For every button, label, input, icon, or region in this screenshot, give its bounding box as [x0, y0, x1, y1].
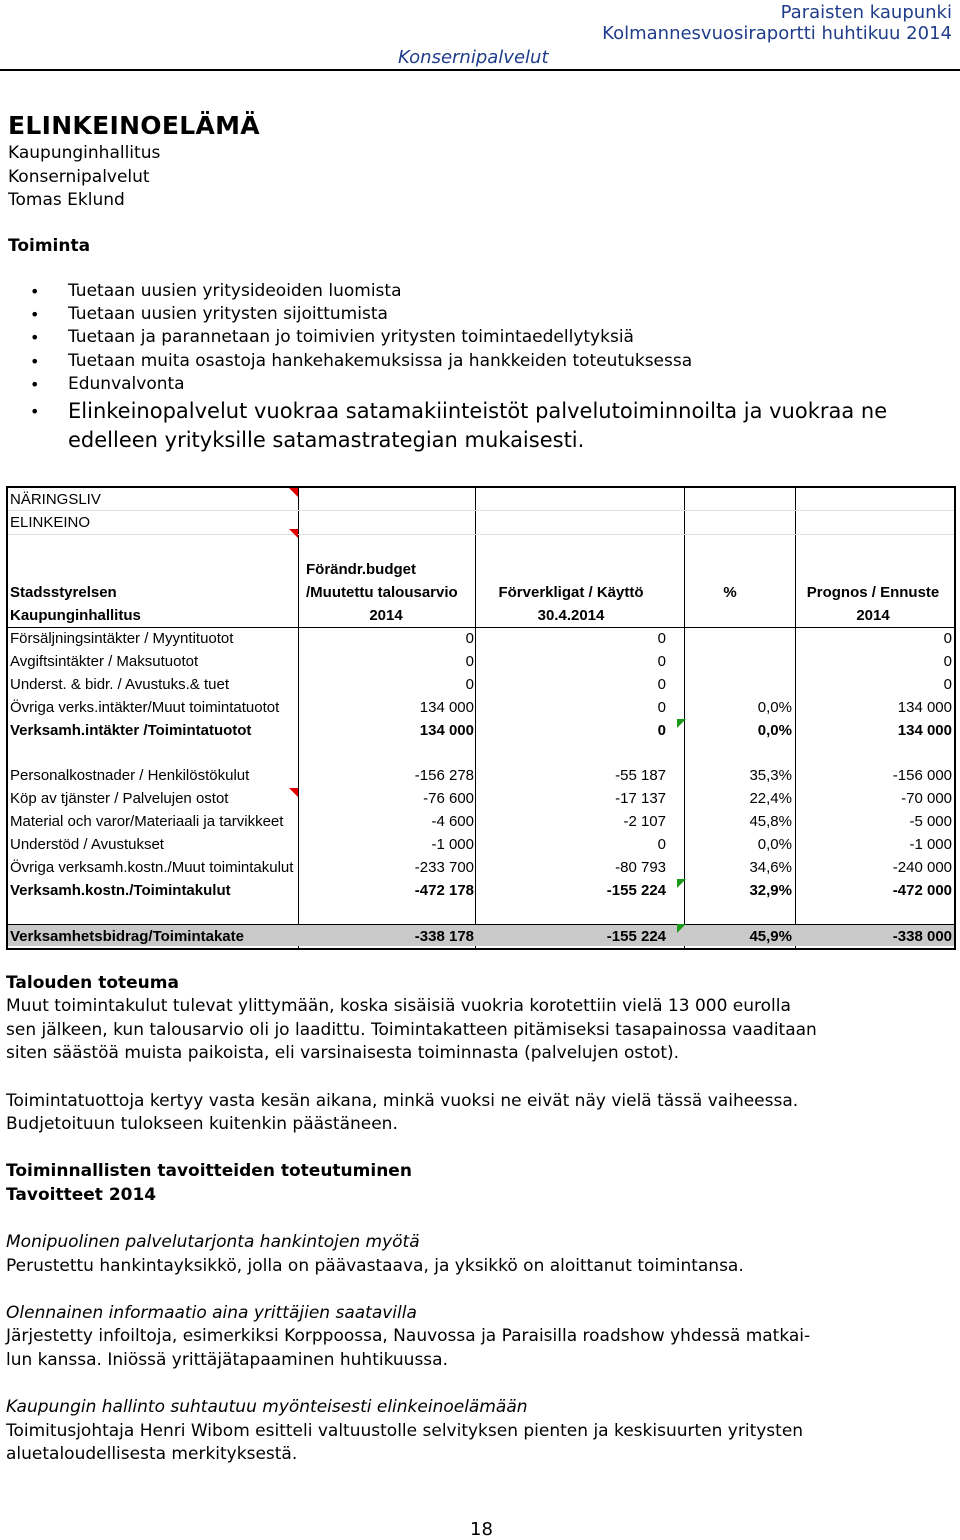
budget-cell: 0: [465, 653, 474, 670]
header-row: [8, 604, 954, 627]
intro-section: [8, 110, 952, 455]
table-row: [8, 627, 954, 650]
goal-text: lun kanssa. Iniössä yrittäjätapaaminen huhtikuussa.: [6, 1349, 448, 1370]
budget-cell: 0: [465, 630, 474, 647]
header-unit: Konsernipalvelut: [398, 47, 549, 68]
forecast-cell: -156 000: [892, 767, 952, 784]
header-org: Paraisten kaupunki: [780, 2, 952, 23]
header-cell: Förverkligat / Käyttö: [498, 584, 644, 601]
forecast-cell: -472 000: [892, 882, 952, 899]
report-body: [6, 972, 952, 1467]
table-total-row: [8, 879, 954, 902]
actual-cell: -55 187: [615, 767, 666, 784]
budget-cell: -338 178: [414, 928, 474, 945]
table-row: [8, 696, 954, 719]
grid-line: [8, 534, 954, 535]
header-row: [8, 558, 954, 581]
table-total-row: [8, 719, 954, 742]
meta-line: Kaupunginhallitus: [8, 143, 161, 163]
header-cell: Stadsstyrelsen: [10, 584, 117, 601]
row-label: Verksamhetsbidrag/Toimintakate: [10, 928, 244, 945]
percent-cell: 0,0%: [757, 836, 792, 853]
meta-line: Konsernipalvelut: [8, 166, 150, 187]
table-row: [8, 650, 954, 673]
paragraph-line: Budjetoituun tulokseen kuitenkin päästäneen.: [6, 1114, 398, 1135]
page-header: [602, 2, 952, 44]
paragraph-line: sen jälkeen, kun talousarvio oli jo laadittu. Toimintakatteen pitämiseksi tasapainossa vaaditaan: [6, 1019, 817, 1040]
header-cell: 30.4.2014: [537, 607, 605, 624]
actual-cell: 0: [657, 653, 666, 670]
table-row: [8, 810, 954, 833]
actual-cell: -155 224: [606, 882, 666, 899]
page-number: 18: [470, 1519, 493, 1540]
budget-cell: -156 278: [414, 767, 474, 784]
table-row: [8, 833, 954, 856]
budget-cell: 134 000: [419, 699, 474, 716]
header-report: Kolmannesvuosiraportti huhtikuu 2014: [602, 23, 952, 44]
percent-cell: 45,8%: [749, 813, 792, 830]
forecast-cell: -1 000: [909, 836, 952, 853]
goal-text: aluetaloudellisesta merkityksestä.: [6, 1444, 298, 1465]
list-item: • Tuetaan muita osastoja hankehakemuksissa ja hankkeiden toteutuksessa: [68, 350, 952, 373]
actual-cell: 0: [657, 630, 666, 647]
row-label: Övriga verksamh.kostn./Muut toimintakulut: [10, 859, 294, 876]
list-item: • Edunvalvonta: [68, 373, 952, 396]
row-label: Understöd / Avustukset: [10, 836, 164, 853]
header-row: [8, 581, 954, 604]
header-cell: %: [723, 584, 737, 601]
meta-line: Tomas Eklund: [8, 190, 125, 210]
forecast-cell: -70 000: [901, 790, 952, 807]
budget-cell: -76 600: [423, 790, 474, 807]
percent-cell: 32,9%: [749, 882, 792, 899]
table-net-row: [8, 924, 954, 946]
header-cell: 2014: [856, 607, 890, 624]
comment-marker-icon: [677, 719, 686, 728]
actual-cell: 0: [657, 836, 666, 853]
comment-marker-icon: [677, 879, 686, 888]
goal-heading: Monipuolinen palvelutarjonta hankintojen myötä: [6, 1232, 420, 1253]
budget-cell: -4 600: [431, 813, 474, 830]
header-cell: /Muutettu talousarvio: [306, 584, 458, 601]
comment-marker-icon: [289, 788, 298, 797]
budget-cell: -1 000: [431, 836, 474, 853]
paragraph-line: Muut toimintakulut tulevat ylittymään, koska sisäisiä vuokria korotettiin vielä 13 000 eurolla: [6, 996, 791, 1017]
list-item: • Tuetaan uusien yritysideoiden luomista: [68, 280, 952, 303]
forecast-cell: 134 000: [897, 722, 952, 739]
percent-cell: 45,9%: [749, 928, 792, 945]
comment-marker-icon: [677, 924, 686, 933]
row-label: Avgiftsintäkter / Maksutuotot: [10, 653, 199, 670]
forecast-cell: 0: [943, 676, 952, 693]
percent-cell: [668, 627, 792, 650]
budget-cell: 134 000: [419, 722, 474, 739]
percent-cell: 34,6%: [749, 859, 792, 876]
table-row: [8, 856, 954, 879]
actual-cell: -17 137: [615, 790, 666, 807]
table-row: [8, 787, 954, 810]
row-label: Personalkostnader / Henkilöstökulut: [10, 767, 250, 784]
financial-table: [6, 486, 956, 950]
section-title-tavoitteet: Toiminnallisten tavoitteiden toteutuminen: [6, 1161, 412, 1182]
table-title-row: [8, 511, 954, 534]
actual-cell: -155 224: [606, 928, 666, 945]
actual-cell: -80 793: [615, 859, 666, 876]
percent-cell: 35,3%: [749, 767, 792, 784]
budget-cell: -472 178: [414, 882, 474, 899]
header-cell: Prognos / Ennuste: [806, 584, 940, 601]
section-title-talous: Talouden toteuma: [6, 973, 179, 993]
table-title-row: [8, 488, 954, 511]
header-divider: [0, 69, 960, 71]
budget-cell: 0: [465, 676, 474, 693]
percent-cell: 0,0%: [757, 722, 792, 739]
percent-cell: [668, 673, 792, 696]
header-cell: 2014: [369, 607, 403, 624]
row-label: Köp av tjänster / Palvelujen ostot: [10, 790, 229, 807]
row-label: Försäljningsintäkter / Myyntituotot: [10, 630, 234, 647]
section-subtitle-tavoitteet: Tavoitteet 2014: [6, 1184, 157, 1205]
actual-cell: 0: [657, 676, 666, 693]
table-title: NÄRINGSLIV: [10, 491, 101, 508]
goal-heading: Kaupungin hallinto suhtautuu myönteisesti elinkeinoelämään: [6, 1397, 528, 1418]
section-title-toiminta: Toiminta: [8, 235, 91, 256]
forecast-cell: 0: [943, 653, 952, 670]
actual-cell: -2 107: [623, 813, 666, 830]
row-label: Övriga verks.intäkter/Muut toimintatuotot: [10, 699, 280, 716]
actual-cell: 0: [657, 699, 666, 716]
goal-text: Toimitusjohtaja Henri Wibom esitteli valtuustolle selvityksen pienten ja keskisuurten yritysten: [6, 1420, 804, 1441]
budget-cell: -233 700: [414, 859, 474, 876]
row-label: Verksamh.intäkter /Toimintatuotot: [10, 722, 252, 739]
list-item: • Elinkeinopalvelut vuokraa satamakiinteistöt palvelutoiminnoilta ja vuokraa ne edelleen yrityksille satamastrategian mukaisesti.: [68, 397, 952, 455]
row-label: Underst. & bidr. / Avustuks.& tuet: [10, 676, 230, 693]
table-row: [8, 764, 954, 787]
forecast-cell: 0: [943, 630, 952, 647]
comment-marker-icon: [289, 488, 298, 497]
forecast-cell: -240 000: [892, 859, 952, 876]
goal-heading: Olennainen informaatio aina yrittäjien saatavilla: [6, 1303, 417, 1324]
table-subtitle: ELINKEINO: [10, 514, 91, 531]
percent-cell: 0,0%: [757, 699, 792, 716]
list-item: • Tuetaan uusien yritysten sijoittumista: [68, 303, 952, 326]
paragraph-line: siten säästöä muista paikoista, eli varsinaisesta toiminnasta (palvelujen ostot).: [6, 1043, 680, 1064]
actual-cell: 0: [657, 722, 666, 739]
table-row: [8, 673, 954, 696]
goal-text: Perustettu hankintayksikkö, jolla on päävastaava, ja yksikkö on aloittanut toimintansa.: [6, 1255, 744, 1276]
row-label: Material och varor/Materiaali ja tarvikkeet: [10, 813, 284, 830]
forecast-cell: -5 000: [909, 813, 952, 830]
page-title: ELINKEINOELÄMÄ: [8, 111, 260, 140]
toiminta-list: [8, 280, 952, 455]
list-item: • Tuetaan ja parannetaan jo toimivien yritysten toimintaedellytyksiä: [68, 326, 952, 349]
forecast-cell: 134 000: [897, 699, 952, 716]
percent-cell: 22,4%: [749, 790, 792, 807]
row-label: Verksamh.kostn./Toimintakulut: [10, 882, 231, 899]
goal-text: Järjestetty infoiltoja, esimerkiksi Korppoossa, Nauvossa ja Paraisilla roadshow yhdessä matkai-: [6, 1326, 811, 1347]
header-cell: Kaupunginhallitus: [10, 607, 141, 624]
comment-marker-icon: [289, 529, 298, 538]
forecast-cell: -338 000: [892, 928, 952, 945]
percent-cell: [668, 650, 792, 673]
header-cell: Förändr.budget: [306, 561, 416, 578]
paragraph-line: Toimintatuottoja kertyy vasta kesän aikana, minkä vuoksi ne eivät näy vielä tässä vaiheessa.: [6, 1090, 799, 1111]
